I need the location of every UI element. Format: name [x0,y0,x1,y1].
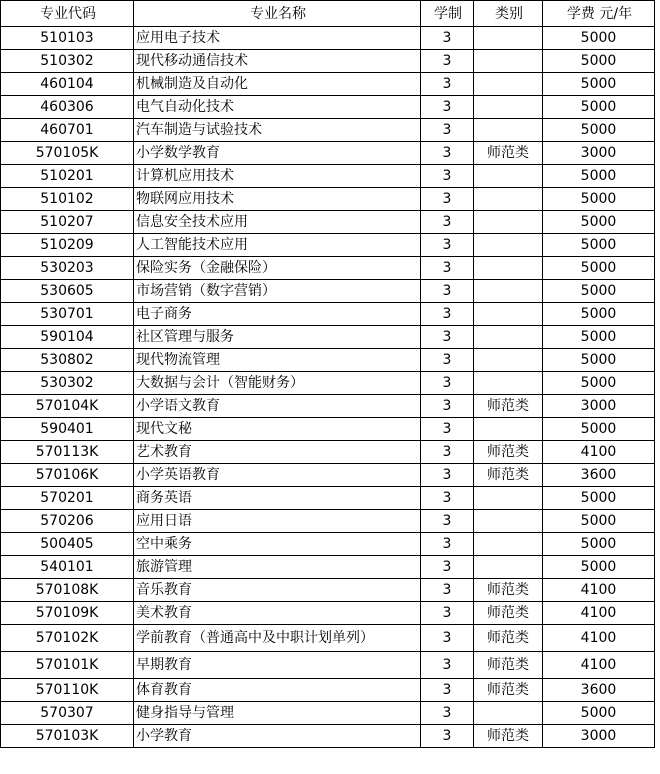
table-row [1,372,655,395]
table-row [1,679,655,702]
tuition-cell: 4100 [543,602,655,625]
table-row [1,27,655,50]
program-name-cell: 机械制造及自动化 [134,73,421,96]
duration-cell: 3 [421,702,474,725]
tuition-cell: 5000 [543,96,655,119]
program-code-cell: 530802 [1,349,134,372]
header-category: 类别 [474,1,543,27]
duration-cell: 3 [421,188,474,211]
program-name-cell: 空中乘务 [134,533,421,556]
tuition-cell: 5000 [543,257,655,280]
tuition-cell: 5000 [543,418,655,441]
duration-cell: 3 [421,280,474,303]
duration-cell: 3 [421,464,474,487]
category-cell: 师范类 [474,579,543,602]
program-name-cell: 小学语文教育 [134,395,421,418]
duration-cell: 3 [421,441,474,464]
tuition-cell: 5000 [543,211,655,234]
program-code-cell: 460701 [1,119,134,142]
program-code-cell: 530203 [1,257,134,280]
tuition-cell: 5000 [543,487,655,510]
category-cell: 师范类 [474,652,543,679]
category-cell: 师范类 [474,602,543,625]
tuition-cell: 5000 [543,50,655,73]
program-code-cell: 530701 [1,303,134,326]
tuition-cell: 3000 [543,142,655,165]
table-row [1,487,655,510]
program-code-cell: 570201 [1,487,134,510]
program-name-cell: 小学英语教育 [134,464,421,487]
category-cell [474,96,543,119]
tuition-cell: 4100 [543,652,655,679]
header-program-code: 专业代码 [1,1,134,27]
program-name-cell: 美术教育 [134,602,421,625]
program-name-cell: 汽车制造与试验技术 [134,119,421,142]
header-program-name: 专业名称 [134,1,421,27]
category-cell [474,556,543,579]
program-code-cell: 510207 [1,211,134,234]
duration-cell: 3 [421,533,474,556]
table-row [1,234,655,257]
program-name-cell: 信息安全技术应用 [134,211,421,234]
tuition-cell: 5000 [543,280,655,303]
table-row [1,73,655,96]
program-code-cell: 570109K [1,602,134,625]
program-name-cell: 现代移动通信技术 [134,50,421,73]
tuition-cell: 5000 [543,27,655,50]
duration-cell: 3 [421,50,474,73]
tuition-cell: 5000 [543,702,655,725]
tuition-cell: 5000 [543,510,655,533]
program-name-cell: 电子商务 [134,303,421,326]
program-name-cell: 音乐教育 [134,579,421,602]
table-row [1,652,655,679]
table-body [1,27,655,748]
category-cell: 师范类 [474,142,543,165]
table-row [1,579,655,602]
duration-cell: 3 [421,679,474,702]
program-code-cell: 510103 [1,27,134,50]
category-cell [474,234,543,257]
table-row [1,119,655,142]
category-cell: 师范类 [474,464,543,487]
program-name-cell: 应用日语 [134,510,421,533]
program-code-cell: 570105K [1,142,134,165]
table-row [1,725,655,748]
category-cell [474,119,543,142]
table-row [1,50,655,73]
category-cell: 师范类 [474,395,543,418]
table-row [1,418,655,441]
duration-cell: 3 [421,372,474,395]
duration-cell: 3 [421,142,474,165]
table-row [1,142,655,165]
tuition-cell: 3600 [543,679,655,702]
category-cell: 师范类 [474,625,543,652]
program-code-cell: 510302 [1,50,134,73]
program-code-cell: 570307 [1,702,134,725]
duration-cell: 3 [421,257,474,280]
program-name-cell: 市场营销（数字营销） [134,280,421,303]
program-name-cell: 保险实务（金融保险） [134,257,421,280]
category-cell [474,257,543,280]
program-code-cell: 570206 [1,510,134,533]
program-code-cell: 530605 [1,280,134,303]
duration-cell: 3 [421,556,474,579]
program-code-cell: 510209 [1,234,134,257]
category-cell [474,418,543,441]
program-name-cell: 健身指导与管理 [134,702,421,725]
tuition-cell: 5000 [543,119,655,142]
tuition-cell: 5000 [543,372,655,395]
table-row [1,510,655,533]
program-code-cell: 500405 [1,533,134,556]
program-code-cell: 590401 [1,418,134,441]
category-cell [474,510,543,533]
table-row [1,441,655,464]
table-row [1,188,655,211]
category-cell: 师范类 [474,725,543,748]
table-row [1,625,655,652]
table-row [1,556,655,579]
table-row [1,326,655,349]
category-cell [474,73,543,96]
category-cell: 师范类 [474,679,543,702]
program-name-cell: 人工智能技术应用 [134,234,421,257]
program-name-cell: 商务英语 [134,487,421,510]
duration-cell: 3 [421,326,474,349]
program-code-cell: 590104 [1,326,134,349]
duration-cell: 3 [421,349,474,372]
table-row [1,464,655,487]
table-row [1,96,655,119]
table-row [1,702,655,725]
program-code-cell: 570103K [1,725,134,748]
program-name-cell: 大数据与会计（智能财务） [134,372,421,395]
table-row [1,602,655,625]
duration-cell: 3 [421,602,474,625]
program-code-cell: 570104K [1,395,134,418]
program-name-cell: 计算机应用技术 [134,165,421,188]
category-cell [474,303,543,326]
program-code-cell: 570101K [1,652,134,679]
duration-cell: 3 [421,96,474,119]
duration-cell: 3 [421,579,474,602]
program-code-cell: 540101 [1,556,134,579]
duration-cell: 3 [421,119,474,142]
program-code-cell: 570108K [1,579,134,602]
table-row [1,211,655,234]
program-name-cell: 物联网应用技术 [134,188,421,211]
tuition-cell: 3000 [543,725,655,748]
duration-cell: 3 [421,234,474,257]
tuition-cell: 5000 [543,556,655,579]
category-cell: 师范类 [474,441,543,464]
duration-cell: 3 [421,303,474,326]
program-code-cell: 570110K [1,679,134,702]
category-cell [474,188,543,211]
duration-cell: 3 [421,725,474,748]
duration-cell: 3 [421,510,474,533]
program-code-cell: 570106K [1,464,134,487]
duration-cell: 3 [421,73,474,96]
tuition-cell: 5000 [543,234,655,257]
table-header-row [1,1,655,27]
program-name-cell: 电气自动化技术 [134,96,421,119]
tuition-cell: 4100 [543,441,655,464]
duration-cell: 3 [421,418,474,441]
table-row [1,257,655,280]
duration-cell: 3 [421,625,474,652]
program-code-cell: 460104 [1,73,134,96]
program-name-cell: 小学教育 [134,725,421,748]
program-code-cell: 570102K [1,625,134,652]
tuition-cell: 4100 [543,625,655,652]
program-code-cell: 570113K [1,441,134,464]
category-cell [474,533,543,556]
category-cell [474,702,543,725]
category-cell [474,349,543,372]
table-row [1,395,655,418]
category-cell [474,27,543,50]
tuition-cell: 4100 [543,579,655,602]
duration-cell: 3 [421,652,474,679]
program-code-cell: 510201 [1,165,134,188]
category-cell [474,165,543,188]
category-cell [474,211,543,234]
program-name-cell: 艺术教育 [134,441,421,464]
duration-cell: 3 [421,211,474,234]
program-code-cell: 510102 [1,188,134,211]
program-name-cell: 社区管理与服务 [134,326,421,349]
duration-cell: 3 [421,487,474,510]
category-cell [474,50,543,73]
tuition-cell: 5000 [543,349,655,372]
table-row [1,280,655,303]
program-code-cell: 530302 [1,372,134,395]
table-row [1,303,655,326]
program-name-cell: 应用电子技术 [134,27,421,50]
tuition-cell: 5000 [543,188,655,211]
header-tuition: 学费 元/年 [543,1,655,27]
tuition-cell: 5000 [543,533,655,556]
program-name-cell: 旅游管理 [134,556,421,579]
program-name-cell: 现代文秘 [134,418,421,441]
tuition-cell: 5000 [543,73,655,96]
duration-cell: 3 [421,395,474,418]
duration-cell: 3 [421,165,474,188]
tuition-cell: 3000 [543,395,655,418]
table-row [1,349,655,372]
tuition-cell: 5000 [543,165,655,188]
header-duration: 学制 [421,1,474,27]
tuition-cell: 5000 [543,326,655,349]
program-code-cell: 460306 [1,96,134,119]
tuition-cell: 5000 [543,303,655,326]
program-name-cell: 体育教育 [134,679,421,702]
program-name-cell: 小学数学教育 [134,142,421,165]
category-cell [474,372,543,395]
program-name-cell: 学前教育（普通高中及中职计划单列） [134,625,421,652]
duration-cell: 3 [421,27,474,50]
table-row [1,533,655,556]
category-cell [474,280,543,303]
tuition-cell: 3600 [543,464,655,487]
category-cell [474,326,543,349]
table-row [1,165,655,188]
program-name-cell: 早期教育 [134,652,421,679]
program-name-cell: 现代物流管理 [134,349,421,372]
category-cell [474,487,543,510]
